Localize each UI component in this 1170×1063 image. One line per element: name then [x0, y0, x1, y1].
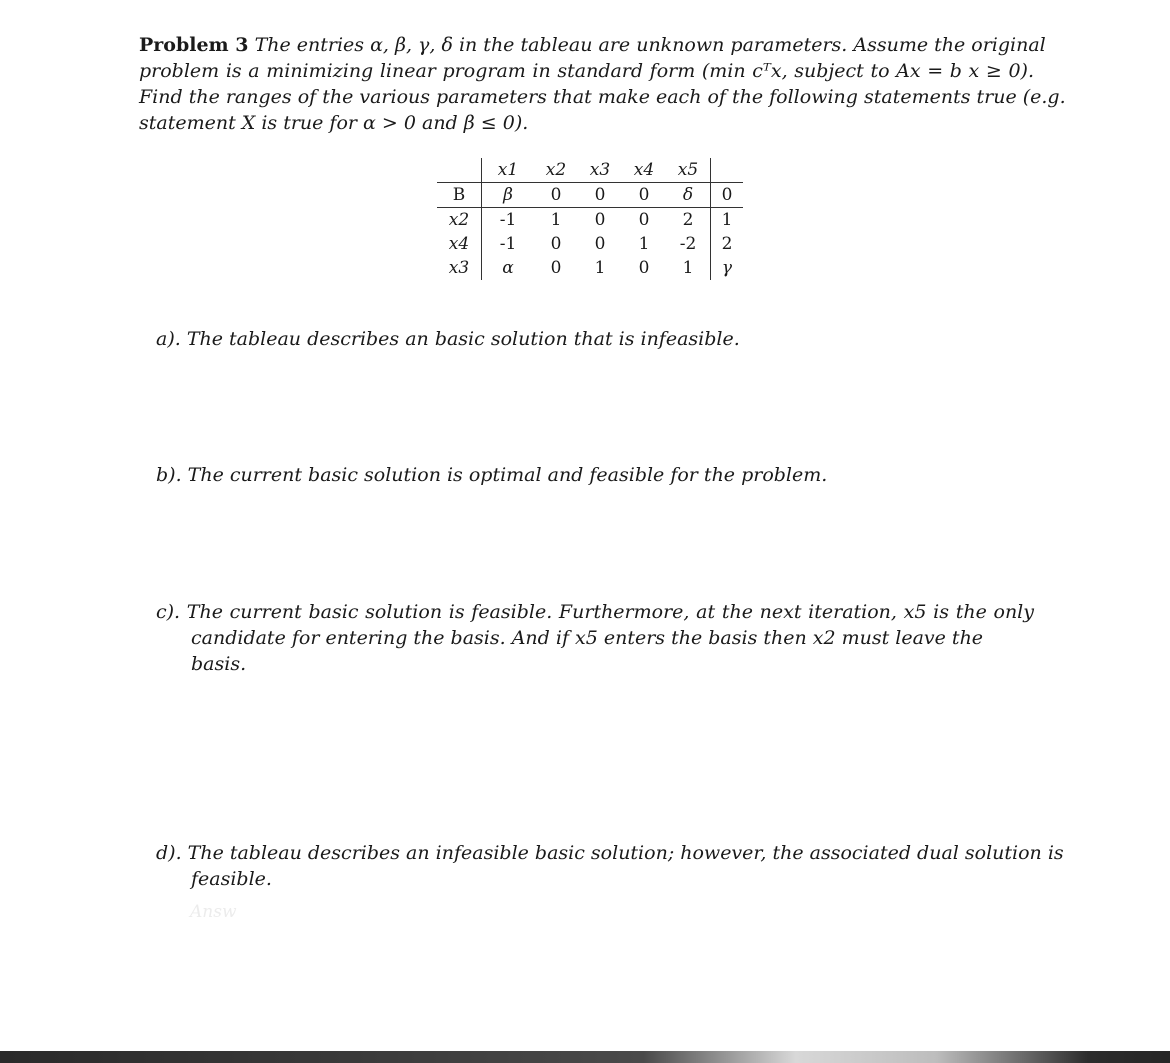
tableau-cell: 0	[550, 234, 562, 254]
tableau-cell: 0	[711, 183, 744, 208]
tableau-cell: 0	[578, 208, 622, 233]
tableau-cell: 0	[638, 258, 650, 278]
tableau-cell: 1	[638, 234, 650, 254]
tableau-cell: -1	[482, 208, 535, 233]
problem-statement	[139, 32, 1066, 136]
question-c	[156, 599, 1034, 677]
tableau-cell: 0	[622, 183, 666, 208]
tableau-cell: β	[482, 183, 535, 208]
tableau-cell: δ	[666, 183, 711, 208]
col-header: x5	[677, 160, 699, 180]
question-d	[156, 840, 1064, 892]
basis-label: x3	[448, 258, 470, 278]
tableau-row	[437, 232, 743, 256]
tableau-cell: 0	[534, 183, 578, 208]
basis-label: x4	[448, 234, 470, 254]
col-header: x4	[633, 160, 655, 180]
problem-line-2: problem is a minimizing linear program in standard form (min cᵀx, subject to Ax = b x ≥ 0).	[139, 60, 1034, 82]
tableau-cell: 1	[594, 258, 606, 278]
tableau-cell: 1	[534, 208, 578, 233]
tableau-cell: 0	[594, 234, 606, 254]
tableau-cell: 0	[578, 183, 622, 208]
tableau-row	[437, 256, 743, 280]
question-d-line-1: d). The tableau describes an infeasible basic solution; however, the associated dual solution is	[156, 842, 1064, 864]
col-header: x3	[589, 160, 611, 180]
tableau-cell: 0	[622, 208, 666, 233]
tableau-cell: 1	[711, 208, 744, 233]
tableau-header-row	[437, 158, 743, 183]
tableau-objective-row	[437, 183, 743, 208]
tableau-cell: 1	[682, 258, 694, 278]
simplex-tableau	[437, 158, 743, 280]
basis-label: x2	[437, 208, 482, 233]
tableau-cell: -2	[679, 234, 697, 254]
col-header: x2	[545, 160, 567, 180]
tableau-cell: 2	[711, 232, 744, 256]
question-c-line-1: c). The current basic solution is feasible. Furthermore, at the next iteration, x5 is the only	[156, 601, 1034, 623]
tableau-cell: -1	[482, 232, 535, 256]
tableau-cell: 0	[550, 258, 562, 278]
question-d-line-2: feasible.	[191, 868, 272, 890]
problem-line-1: Problem 3 The entries α, β, γ, δ in the tableau are unknown parameters. Assume the original	[139, 34, 1046, 56]
tableau-cell: γ	[711, 256, 744, 280]
question-b: b). The current basic solution is optimal and feasible for the problem.	[156, 464, 828, 486]
bottom-edge-bar	[0, 1051, 1170, 1063]
faint-answer-text: Answ	[190, 902, 237, 922]
question-a: a). The tableau describes an basic solution that is infeasible.	[156, 328, 740, 350]
corner-label: B	[437, 183, 482, 208]
problem-line-3: Find the ranges of the various parameters that make each of the following statements true (e.g.	[139, 86, 1066, 108]
tableau-row	[437, 208, 743, 233]
question-c-line-2: candidate for entering the basis. And if x5 enters the basis then x2 must leave the basis.	[191, 627, 984, 675]
col-header: x1	[482, 158, 535, 183]
problem-line-4: statement X is true for α > 0 and β ≤ 0).	[139, 112, 529, 134]
tableau-cell: α	[482, 256, 535, 280]
problem-heading: Problem 3	[139, 34, 249, 56]
tableau-cell: 2	[666, 208, 711, 233]
